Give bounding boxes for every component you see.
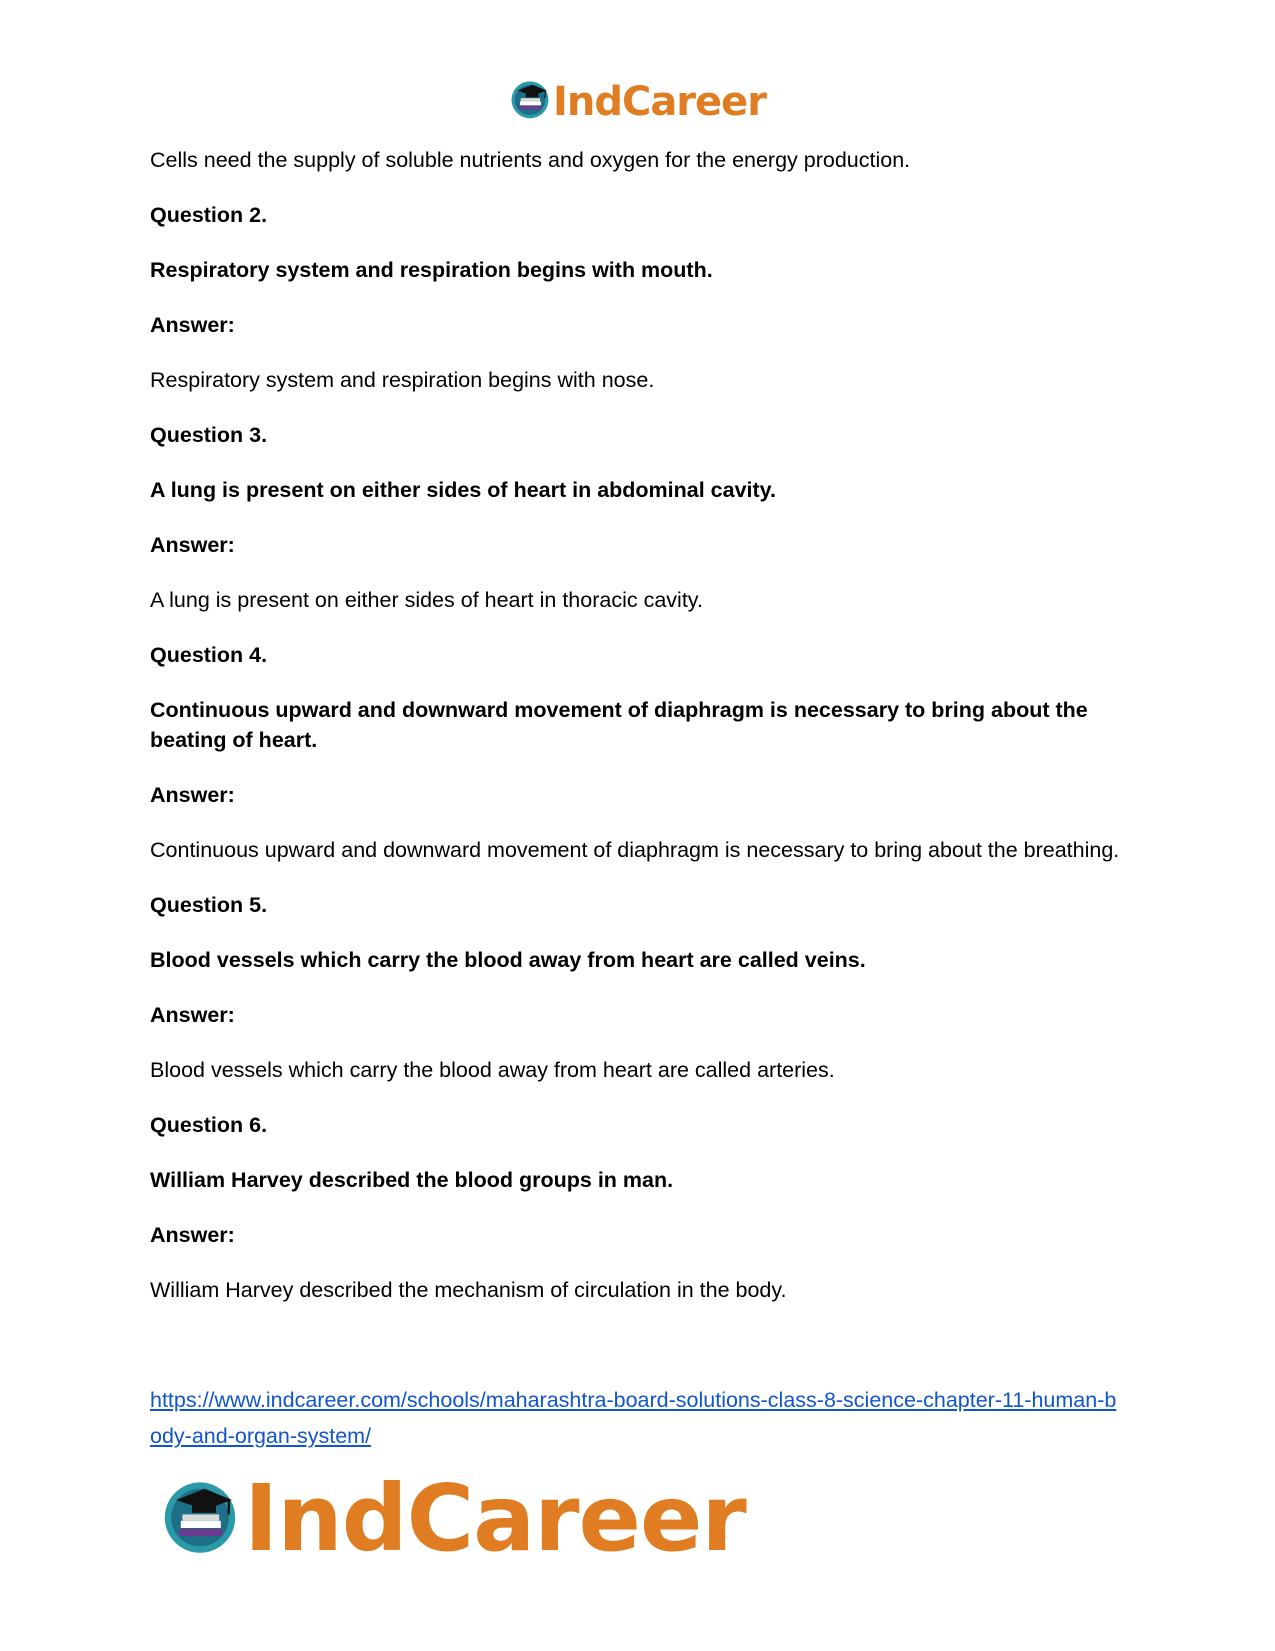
answer-text: William Harvey described the mechanism of circulation in the body. — [150, 1278, 787, 1302]
answer-text: Respiratory system and respiration begins with nose. — [150, 368, 655, 392]
logo-wordmark: IndCareer — [552, 78, 767, 125]
graduation-cap-book-icon — [160, 1476, 240, 1561]
answer-label: Answer: — [150, 783, 235, 807]
question-number: Question 3. — [150, 423, 268, 447]
source-link[interactable]: https://www.indcareer.com/schools/maharashtra-board-solutions-class-8-science-chapter-11-human-body-and-organ-system/ — [150, 1388, 1117, 1448]
answer-text: Cells need the supply of soluble nutrients and oxygen for the energy production. — [150, 148, 911, 172]
question-statement: William Harvey described the blood groups in man. — [150, 1168, 674, 1192]
header-logo — [0, 78, 1275, 125]
question-number: Question 4. — [150, 643, 268, 667]
document-body — [150, 145, 1125, 1330]
question-statement: Blood vessels which carry the blood away from heart are called veins. — [150, 948, 866, 972]
question-number: Question 2. — [150, 203, 268, 227]
answer-text: A lung is present on either sides of heart in thoracic cavity. — [150, 588, 703, 612]
answer-label: Answer: — [150, 313, 235, 337]
answer-label: Answer: — [150, 1003, 235, 1027]
question-number: Question 5. — [150, 893, 268, 917]
answer-label: Answer: — [150, 533, 235, 557]
graduation-cap-book-icon — [509, 78, 551, 125]
logo-wordmark: IndCareer — [244, 1465, 746, 1572]
footer-logo — [160, 1465, 746, 1572]
answer-label: Answer: — [150, 1223, 235, 1247]
question-statement: Respiratory system and respiration begins with mouth. — [150, 258, 713, 282]
answer-text: Continuous upward and downward movement of diaphragm is necessary to bring about the breathing. — [150, 838, 1120, 862]
answer-text: Blood vessels which carry the blood away from heart are called arteries. — [150, 1058, 835, 1082]
question-statement: Continuous upward and downward movement of diaphragm is necessary to bring about the beating of heart. — [150, 698, 1088, 752]
question-statement: A lung is present on either sides of heart in abdominal cavity. — [150, 478, 777, 502]
question-number: Question 6. — [150, 1113, 268, 1137]
